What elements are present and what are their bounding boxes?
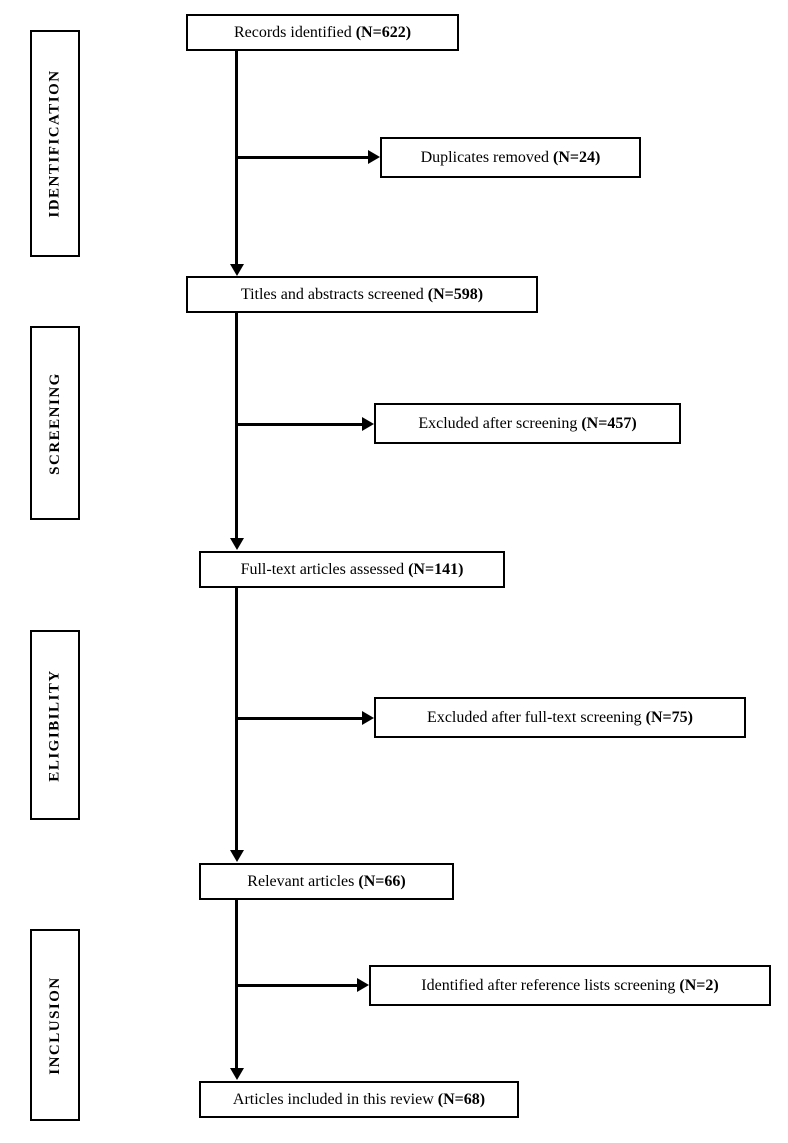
flow-box-articles-included — [199, 1081, 519, 1118]
side-box-label — [427, 709, 693, 727]
flow-box-label — [247, 873, 405, 891]
side-box-text: Identified after reference lists screening — [421, 976, 680, 994]
side-box-label — [418, 415, 636, 433]
stage-box-inclusion — [30, 929, 80, 1121]
stage-box-eligibility — [30, 630, 80, 820]
flow-box-relevant-articles — [199, 863, 454, 900]
stage-label-eligibility: ELIGIBILITY — [46, 668, 63, 782]
side-box-text: Excluded after full-text screening — [427, 708, 646, 726]
side-box-count: (N=457) — [581, 414, 637, 432]
flow-box-label — [234, 24, 411, 42]
stage-label-inclusion: INCLUSION — [46, 975, 63, 1075]
flow-box-label — [241, 286, 483, 304]
arrowhead-right-icon — [362, 711, 374, 725]
flow-box-text: Records identified — [233, 23, 356, 41]
arrowhead-down-icon — [230, 264, 244, 276]
arrowhead-down-icon — [230, 1068, 244, 1080]
side-box-count: (N=24) — [553, 148, 601, 166]
side-box-count: (N=75) — [645, 708, 693, 726]
flow-box-text: Articles included in this review — [232, 1090, 438, 1108]
flow-box-count: (N=68) — [437, 1090, 486, 1108]
arrowhead-down-icon — [230, 538, 244, 550]
side-box-label — [421, 149, 601, 167]
side-box-label — [421, 977, 718, 995]
flow-box-text: Titles and abstracts screened — [240, 285, 428, 303]
connector-line-horizontal — [235, 984, 358, 987]
arrowhead-right-icon — [357, 978, 369, 992]
connector-line-vertical — [235, 313, 238, 539]
side-box-duplicates-removed — [380, 137, 641, 178]
side-box-identified-reference-lists — [369, 965, 771, 1006]
flow-box-records-identified — [186, 14, 459, 51]
flow-box-label — [233, 1091, 485, 1109]
connector-line-horizontal — [235, 717, 363, 720]
arrowhead-right-icon — [368, 150, 380, 164]
connector-line-horizontal — [235, 423, 363, 426]
flow-box-count: (N=622) — [355, 23, 412, 41]
side-box-excluded-after-fulltext — [374, 697, 746, 738]
flow-box-fulltext-assessed — [199, 551, 505, 588]
side-box-count: (N=2) — [679, 976, 719, 994]
flow-box-count: (N=141) — [408, 560, 464, 578]
stage-box-screening — [30, 326, 80, 520]
flow-box-titles-abstracts-screened — [186, 276, 538, 313]
stage-label-identification: IDENTIFICATION — [46, 69, 63, 218]
flow-box-label — [241, 561, 464, 579]
side-box-excluded-after-screening — [374, 403, 681, 444]
flow-box-count: (N=598) — [427, 285, 484, 303]
stage-label-screening: SCREENING — [46, 371, 63, 475]
side-box-text: Duplicates removed — [420, 148, 554, 166]
stage-box-identification — [30, 30, 80, 257]
flow-box-text: Full-text articles assessed — [240, 560, 409, 578]
connector-line-horizontal — [235, 156, 369, 159]
arrowhead-down-icon — [230, 850, 244, 862]
side-box-text: Excluded after screening — [418, 414, 582, 432]
arrowhead-right-icon — [362, 417, 374, 431]
flow-box-text: Relevant articles — [247, 872, 359, 890]
flow-box-count: (N=66) — [358, 872, 406, 890]
